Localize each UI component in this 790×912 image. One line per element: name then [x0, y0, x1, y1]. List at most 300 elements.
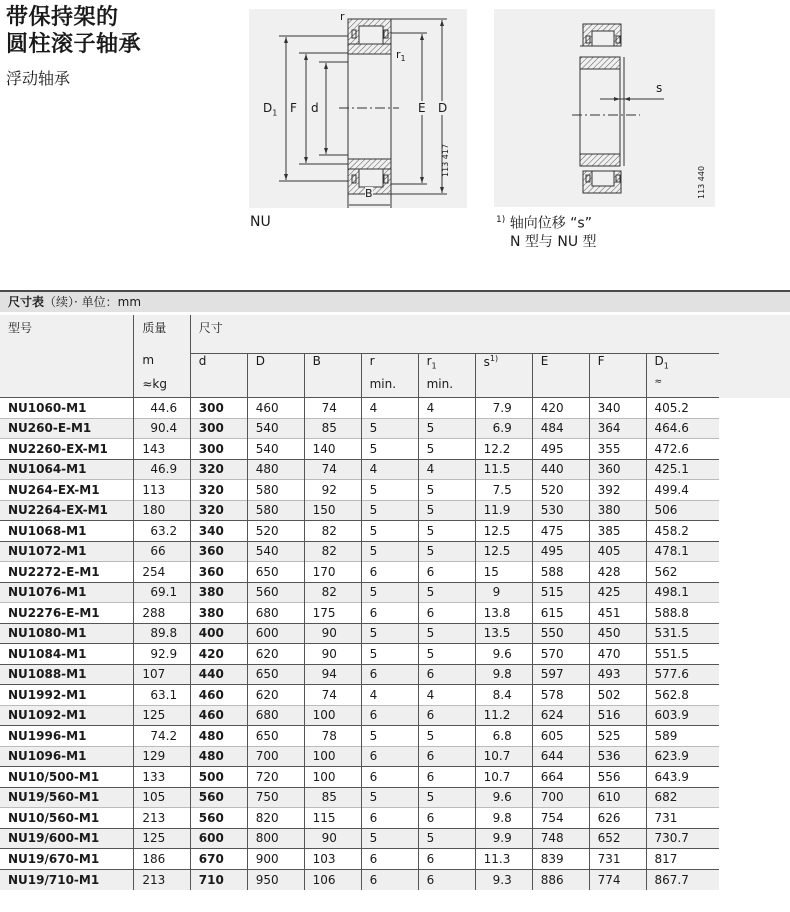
dimension-table — [0, 315, 790, 890]
cell-b: 100 — [304, 767, 361, 788]
cell-e: 495 — [532, 541, 589, 562]
label-r1: $r_1$ — [396, 48, 406, 64]
table-row — [0, 746, 790, 767]
cell-d1: 643.9 — [646, 767, 719, 788]
row-spacer — [719, 500, 790, 521]
cell-r1: 5 — [418, 644, 475, 665]
cell-big-d: 650 — [247, 664, 304, 685]
cell-d1: 499.4 — [646, 480, 719, 501]
cell-b: 74 — [304, 459, 361, 480]
section-title: 尺寸表 — [8, 295, 45, 309]
cell-d: 560 — [190, 808, 247, 829]
cell-b: 170 — [304, 562, 361, 583]
cell-r: 5 — [361, 480, 418, 501]
header-big-d: D — [247, 353, 304, 377]
cell-e: 588 — [532, 562, 589, 583]
cell-big-d: 680 — [247, 705, 304, 726]
table-row — [0, 685, 790, 706]
cell-s: 13.8 — [475, 603, 532, 624]
cell-r1: 5 — [418, 787, 475, 808]
cell-big-d: 560 — [247, 582, 304, 603]
cell-b: 140 — [304, 439, 361, 460]
header-empty — [190, 377, 247, 398]
cell-d1: 562.8 — [646, 685, 719, 706]
cell-mass: 213 — [134, 808, 190, 829]
cell-e: 886 — [532, 869, 589, 890]
cell-d: 360 — [190, 562, 247, 583]
cell-mass: 63.1 — [134, 685, 190, 706]
cell-r1: 5 — [418, 439, 475, 460]
bearing-diagram-nu — [249, 9, 467, 208]
row-spacer — [719, 746, 790, 767]
header-empty — [719, 377, 790, 398]
table-row — [0, 787, 790, 808]
header-s: $s^{1)}$ — [475, 353, 532, 377]
cell-big-d: 820 — [247, 808, 304, 829]
cell-e: 420 — [532, 398, 589, 419]
cell-b: 175 — [304, 603, 361, 624]
figure-caption-axial — [496, 211, 597, 251]
cell-e: 624 — [532, 705, 589, 726]
axial-displacement-diagram — [494, 9, 715, 207]
header-spacer — [719, 315, 790, 353]
cell-f: 360 — [589, 459, 646, 480]
table-body — [0, 398, 790, 890]
cell-e: 484 — [532, 418, 589, 439]
cell-s: 12.5 — [475, 521, 532, 542]
table-row — [0, 828, 790, 849]
cell-s: 11.5 — [475, 459, 532, 480]
cell-d: 460 — [190, 685, 247, 706]
header-min-1: min. — [418, 377, 475, 398]
header-b: B — [304, 353, 361, 377]
cell-model: NU2276-E-M1 — [0, 603, 134, 624]
cell-d1: 498.1 — [646, 582, 719, 603]
cell-f: 536 — [589, 746, 646, 767]
cell-model: NU1996-M1 — [0, 726, 134, 747]
cell-r: 6 — [361, 746, 418, 767]
cell-d: 320 — [190, 459, 247, 480]
cell-r: 5 — [361, 439, 418, 460]
row-spacer — [719, 521, 790, 542]
label-b: B — [365, 187, 373, 200]
cell-mass: 125 — [134, 828, 190, 849]
cell-mass: 63.2 — [134, 521, 190, 542]
cell-f: 385 — [589, 521, 646, 542]
row-spacer — [719, 418, 790, 439]
label-d1: $D_1$ — [263, 101, 278, 118]
cell-r: 5 — [361, 623, 418, 644]
cell-r: 5 — [361, 418, 418, 439]
cell-r1: 5 — [418, 521, 475, 542]
cell-s: 9.6 — [475, 644, 532, 665]
cell-b: 103 — [304, 849, 361, 870]
cell-mass: 129 — [134, 746, 190, 767]
cell-e: 475 — [532, 521, 589, 542]
cell-b: 78 — [304, 726, 361, 747]
cell-e: 605 — [532, 726, 589, 747]
cell-d1: 562 — [646, 562, 719, 583]
header-empty — [475, 377, 532, 398]
cell-d: 710 — [190, 869, 247, 890]
row-spacer — [719, 459, 790, 480]
cell-r1: 6 — [418, 603, 475, 624]
cell-e: 839 — [532, 849, 589, 870]
cell-b: 100 — [304, 746, 361, 767]
header-m: m — [134, 353, 190, 377]
cell-mass: 254 — [134, 562, 190, 583]
cell-big-d: 720 — [247, 767, 304, 788]
cell-model: NU19/710-M1 — [0, 869, 134, 890]
cell-d: 380 — [190, 603, 247, 624]
cell-b: 82 — [304, 541, 361, 562]
cell-model: NU2260-EX-M1 — [0, 439, 134, 460]
cell-model: NU1080-M1 — [0, 623, 134, 644]
cell-s: 12.2 — [475, 439, 532, 460]
cell-r: 4 — [361, 459, 418, 480]
cell-model: NU1084-M1 — [0, 644, 134, 665]
cell-s: 9 — [475, 582, 532, 603]
caption-line-1: 轴向位移 “s” — [509, 215, 592, 232]
header-mass: 质量 — [134, 315, 190, 353]
label-e: E — [418, 101, 426, 115]
cell-d1: 623.9 — [646, 746, 719, 767]
cell-f: 405 — [589, 541, 646, 562]
cell-d1: 458.2 — [646, 521, 719, 542]
cell-r1: 6 — [418, 746, 475, 767]
cell-f: 428 — [589, 562, 646, 583]
cell-model: NU1072-M1 — [0, 541, 134, 562]
cell-d: 360 — [190, 541, 247, 562]
cell-f: 652 — [589, 828, 646, 849]
cell-d: 320 — [190, 500, 247, 521]
cell-d: 600 — [190, 828, 247, 849]
cell-r1: 6 — [418, 808, 475, 829]
cell-f: 502 — [589, 685, 646, 706]
table-row — [0, 459, 790, 480]
row-spacer — [719, 644, 790, 665]
cell-f: 450 — [589, 623, 646, 644]
cell-f: 556 — [589, 767, 646, 788]
cell-model: NU19/600-M1 — [0, 828, 134, 849]
cell-model: NU19/560-M1 — [0, 787, 134, 808]
table-row — [0, 480, 790, 501]
header-empty — [247, 377, 304, 398]
cell-d1: 731 — [646, 808, 719, 829]
cell-d1: 577.6 — [646, 664, 719, 685]
cell-r: 6 — [361, 849, 418, 870]
cell-r1: 5 — [418, 726, 475, 747]
cell-r: 6 — [361, 705, 418, 726]
cell-f: 364 — [589, 418, 646, 439]
cell-d: 500 — [190, 767, 247, 788]
cell-b: 106 — [304, 869, 361, 890]
cell-d1: 425.1 — [646, 459, 719, 480]
cell-model: NU1076-M1 — [0, 582, 134, 603]
section-continued: （续）· 单位：mm — [44, 295, 142, 309]
cell-model: NU1064-M1 — [0, 459, 134, 480]
cell-d: 400 — [190, 623, 247, 644]
title-line-2: 圆柱滚子轴承 — [6, 32, 142, 57]
cell-mass: 89.8 — [134, 623, 190, 644]
cell-model: NU1060-M1 — [0, 398, 134, 419]
cell-b: 82 — [304, 582, 361, 603]
header-approx: ≈ — [646, 377, 719, 398]
cell-big-d: 900 — [247, 849, 304, 870]
cell-d: 670 — [190, 849, 247, 870]
cell-r1: 5 — [418, 418, 475, 439]
cell-d1: 506 — [646, 500, 719, 521]
cell-r1: 6 — [418, 562, 475, 583]
cell-f: 355 — [589, 439, 646, 460]
cell-r1: 5 — [418, 480, 475, 501]
cell-f: 451 — [589, 603, 646, 624]
cell-r: 5 — [361, 787, 418, 808]
label-big-d: D — [438, 101, 448, 115]
cell-mass: 74.2 — [134, 726, 190, 747]
table-row — [0, 623, 790, 644]
cell-e: 615 — [532, 603, 589, 624]
cell-d1: 405.2 — [646, 398, 719, 419]
cell-s: 15 — [475, 562, 532, 583]
cell-f: 425 — [589, 582, 646, 603]
cell-b: 115 — [304, 808, 361, 829]
cell-mass: 69.1 — [134, 582, 190, 603]
cell-f: 380 — [589, 500, 646, 521]
label-f: F — [290, 101, 297, 115]
table-row — [0, 664, 790, 685]
cell-s: 7.5 — [475, 480, 532, 501]
header-f: F — [589, 353, 646, 377]
cell-r: 6 — [361, 603, 418, 624]
cell-mass: 44.6 — [134, 398, 190, 419]
row-spacer — [719, 664, 790, 685]
row-spacer — [719, 767, 790, 788]
header-spacer-2 — [719, 353, 790, 377]
cell-big-d: 580 — [247, 480, 304, 501]
cell-d1: 531.5 — [646, 623, 719, 644]
cell-big-d: 650 — [247, 562, 304, 583]
cell-b: 92 — [304, 480, 361, 501]
cell-d: 460 — [190, 705, 247, 726]
cell-e: 550 — [532, 623, 589, 644]
cell-b: 85 — [304, 787, 361, 808]
cell-r: 5 — [361, 521, 418, 542]
cell-r: 5 — [361, 500, 418, 521]
cell-d1: 730.7 — [646, 828, 719, 849]
cell-f: 392 — [589, 480, 646, 501]
figure-code-2: 113 440 — [697, 165, 706, 199]
cell-d1: 603.9 — [646, 705, 719, 726]
cell-r: 6 — [361, 562, 418, 583]
cell-d1: 478.1 — [646, 541, 719, 562]
axial-displacement-drawing — [494, 9, 715, 207]
cell-f: 516 — [589, 705, 646, 726]
header-empty — [589, 377, 646, 398]
cell-r1: 4 — [418, 685, 475, 706]
cell-b: 74 — [304, 398, 361, 419]
cell-s: 7.9 — [475, 398, 532, 419]
table-row — [0, 767, 790, 788]
row-spacer — [719, 623, 790, 644]
cell-model: NU1096-M1 — [0, 746, 134, 767]
cell-r: 6 — [361, 767, 418, 788]
row-spacer — [719, 398, 790, 419]
cell-e: 754 — [532, 808, 589, 829]
cell-f: 470 — [589, 644, 646, 665]
cell-big-d: 750 — [247, 787, 304, 808]
cell-e: 578 — [532, 685, 589, 706]
cell-r: 6 — [361, 808, 418, 829]
table-row — [0, 705, 790, 726]
table-row — [0, 418, 790, 439]
row-spacer — [719, 726, 790, 747]
cell-r1: 5 — [418, 582, 475, 603]
header-row-1 — [0, 315, 790, 353]
cell-r1: 4 — [418, 398, 475, 419]
cell-d: 560 — [190, 787, 247, 808]
header-empty — [532, 377, 589, 398]
cell-s: 9.8 — [475, 808, 532, 829]
label-s: s — [656, 81, 663, 95]
cell-mass: 113 — [134, 480, 190, 501]
cell-d1: 551.5 — [646, 644, 719, 665]
cell-model: NU264-EX-M1 — [0, 480, 134, 501]
cell-d: 320 — [190, 480, 247, 501]
cell-d: 440 — [190, 664, 247, 685]
cell-r: 4 — [361, 685, 418, 706]
row-spacer — [719, 603, 790, 624]
table-row — [0, 398, 790, 419]
cell-big-d: 540 — [247, 439, 304, 460]
cell-r1: 5 — [418, 500, 475, 521]
row-spacer — [719, 480, 790, 501]
cell-mass: 180 — [134, 500, 190, 521]
table-row — [0, 808, 790, 829]
cell-big-d: 950 — [247, 869, 304, 890]
cell-e: 570 — [532, 644, 589, 665]
cell-model: NU2264-EX-M1 — [0, 500, 134, 521]
cell-s: 12.5 — [475, 541, 532, 562]
cell-mass: 186 — [134, 849, 190, 870]
table-row — [0, 603, 790, 624]
cell-d: 480 — [190, 726, 247, 747]
cell-d: 480 — [190, 746, 247, 767]
cell-e: 748 — [532, 828, 589, 849]
cell-e: 664 — [532, 767, 589, 788]
header-d: d — [190, 353, 247, 377]
cell-s: 6.9 — [475, 418, 532, 439]
cell-mass: 125 — [134, 705, 190, 726]
cell-d1: 588.8 — [646, 603, 719, 624]
cell-model: NU19/670-M1 — [0, 849, 134, 870]
header-kg: ≈kg — [134, 377, 190, 398]
cell-s: 10.7 — [475, 746, 532, 767]
cell-b: 90 — [304, 623, 361, 644]
label-d: d — [311, 101, 319, 115]
cell-s: 9.6 — [475, 787, 532, 808]
cell-d1: 867.7 — [646, 869, 719, 890]
header-r: r — [361, 353, 418, 377]
figure-code: 113 417 — [441, 143, 450, 177]
cell-f: 731 — [589, 849, 646, 870]
cell-r: 6 — [361, 869, 418, 890]
cell-e: 515 — [532, 582, 589, 603]
cell-b: 94 — [304, 664, 361, 685]
cell-s: 9.8 — [475, 664, 532, 685]
cell-mass: 288 — [134, 603, 190, 624]
footnote-mark: 1) — [496, 215, 506, 225]
table-row — [0, 582, 790, 603]
cell-e: 495 — [532, 439, 589, 460]
cell-s: 10.7 — [475, 767, 532, 788]
cell-e: 440 — [532, 459, 589, 480]
row-spacer — [719, 685, 790, 706]
cell-big-d: 650 — [247, 726, 304, 747]
header-d1: $D_1$ — [646, 353, 719, 377]
cell-d: 380 — [190, 582, 247, 603]
cell-d1: 589 — [646, 726, 719, 747]
caption-line-2: N 型与 NU 型 — [510, 233, 597, 250]
label-r: r — [340, 10, 345, 23]
cell-big-d: 680 — [247, 603, 304, 624]
cell-r1: 4 — [418, 459, 475, 480]
cell-big-d: 700 — [247, 746, 304, 767]
cell-r1: 5 — [418, 623, 475, 644]
cell-model: NU10/560-M1 — [0, 808, 134, 829]
cell-b: 82 — [304, 521, 361, 542]
table-section-header — [0, 290, 790, 312]
cell-e: 700 — [532, 787, 589, 808]
cell-big-d: 620 — [247, 685, 304, 706]
table-row — [0, 869, 790, 890]
cell-b: 150 — [304, 500, 361, 521]
cell-f: 493 — [589, 664, 646, 685]
table-row — [0, 644, 790, 665]
cell-f: 774 — [589, 869, 646, 890]
cell-r1: 6 — [418, 767, 475, 788]
cell-model: NU1068-M1 — [0, 521, 134, 542]
cell-big-d: 520 — [247, 521, 304, 542]
cell-mass: 107 — [134, 664, 190, 685]
cell-mass: 46.9 — [134, 459, 190, 480]
row-spacer — [719, 582, 790, 603]
row-spacer — [719, 849, 790, 870]
cell-big-d: 480 — [247, 459, 304, 480]
header-dimensions: 尺寸 — [190, 315, 718, 353]
cell-b: 90 — [304, 644, 361, 665]
cell-s: 6.8 — [475, 726, 532, 747]
cell-r: 5 — [361, 582, 418, 603]
table-row — [0, 500, 790, 521]
cell-model: NU2272-E-M1 — [0, 562, 134, 583]
header-min: min. — [361, 377, 418, 398]
cell-model: NU1992-M1 — [0, 685, 134, 706]
cell-s: 11.3 — [475, 849, 532, 870]
cell-mass: 133 — [134, 767, 190, 788]
cell-big-d: 540 — [247, 541, 304, 562]
header-e: E — [532, 353, 589, 377]
cell-big-d: 540 — [247, 418, 304, 439]
cell-mass: 90.4 — [134, 418, 190, 439]
cell-r1: 6 — [418, 664, 475, 685]
cell-d: 300 — [190, 418, 247, 439]
cell-d: 300 — [190, 439, 247, 460]
row-spacer — [719, 705, 790, 726]
cell-d: 420 — [190, 644, 247, 665]
cell-s: 11.2 — [475, 705, 532, 726]
cell-d1: 472.6 — [646, 439, 719, 460]
